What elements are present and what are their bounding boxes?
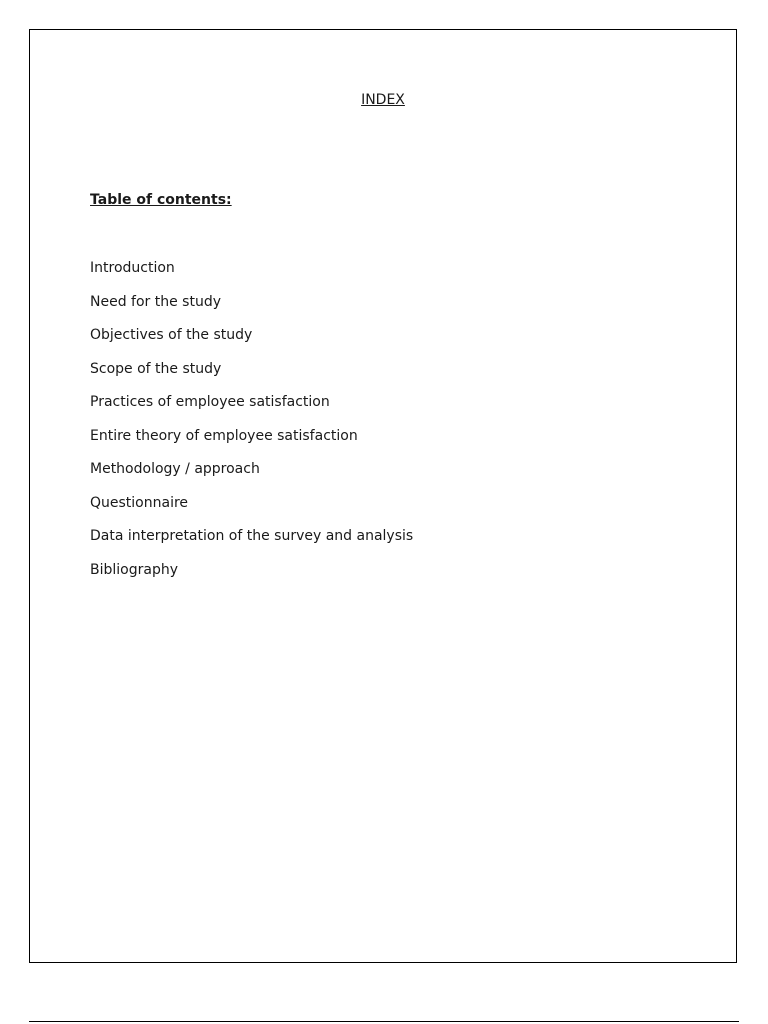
toc-item-scope: Scope of the study (90, 360, 222, 377)
footer-rule (29, 1021, 739, 1022)
toc-item-data-interpretation: Data interpretation of the survey and analysis (90, 528, 414, 544)
toc-heading: Table of contents: (90, 192, 232, 208)
page-frame (29, 29, 737, 963)
toc-item-objectives: Objectives of the study (90, 327, 253, 343)
toc-item-need-for-study: Need for the study (90, 293, 221, 310)
toc-item-bibliography: Bibliography (90, 561, 178, 578)
toc-item-methodology: Methodology / approach (90, 461, 260, 477)
toc-item-introduction: Introduction (90, 260, 175, 276)
index-title: INDEX (361, 92, 405, 108)
toc-item-questionnaire: Questionnaire (90, 494, 189, 511)
toc-item-practices: Practices of employee satisfaction (90, 394, 330, 410)
toc-list (90, 259, 413, 594)
toc-item-entire-theory: Entire theory of employee satisfaction (90, 427, 358, 444)
